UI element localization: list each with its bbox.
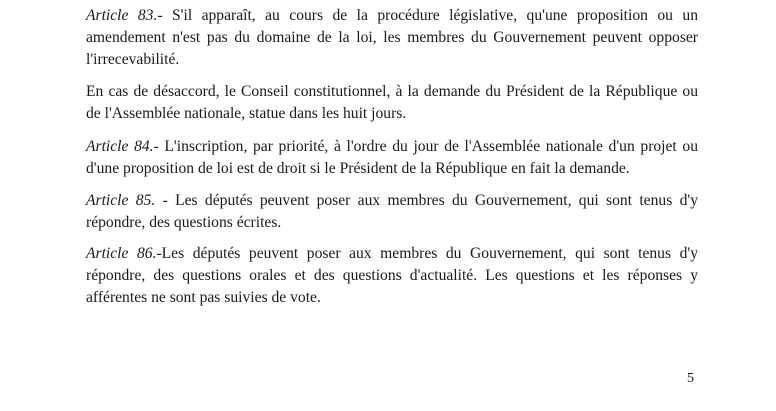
paragraph-line: En cas de désaccord, le Conseil constitutionnel, à la demande du Président de la République ou bbox=[86, 83, 698, 100]
line-text: - S'il apparaît, au cours de la procédure législative, qu'une proposition ou un bbox=[157, 7, 699, 24]
page-number: 5 bbox=[687, 371, 694, 386]
paragraph-line: d'une proposition de loi est de droit si le Président de la République en fait la demande. bbox=[86, 160, 630, 177]
paragraph-line: l'irrecevabilité. bbox=[86, 51, 180, 68]
line-text: - Les députés peuvent poser aux membres du Gouvernement, qui sont tenus d'y bbox=[155, 192, 698, 209]
paragraph-line bbox=[86, 243, 698, 265]
line-text: -Les députés peuvent poser aux membres du Gouvernement, qui sont tenus d'y bbox=[156, 245, 698, 262]
paragraph-line: de l'Assemblée nationale, statue dans les huit jours. bbox=[86, 105, 407, 122]
article-85-paragraph bbox=[86, 190, 698, 234]
paragraph-line: répondre, des questions écrites. bbox=[86, 214, 282, 231]
article-label: Article 85. bbox=[86, 192, 156, 209]
paragraph-line: afférentes ne sont pas suivies de vote. bbox=[86, 289, 321, 306]
article-label: Article 84. bbox=[86, 138, 154, 155]
article-label: Article 83. bbox=[86, 7, 158, 24]
article-83-paragraph bbox=[86, 5, 698, 71]
paragraph-line bbox=[86, 190, 698, 212]
line-text: - L'inscription, par priorité, à l'ordre du jour de l'Assemblée nationale d'un projet ou bbox=[153, 138, 699, 155]
article-label: Article 86. bbox=[86, 245, 157, 262]
article-86-paragraph bbox=[86, 243, 698, 309]
paragraph-line: amendement n'est pas du domaine de la loi, les membres du Gouvernement peuvent opposer bbox=[86, 29, 698, 46]
paragraph-line bbox=[86, 136, 698, 158]
paragraph-line: répondre, des questions orales et des questions d'actualité. Les questions et les réponses y bbox=[86, 267, 698, 284]
paragraph-line bbox=[86, 5, 698, 27]
article-84-paragraph bbox=[86, 136, 698, 180]
desaccord-paragraph bbox=[86, 81, 698, 125]
